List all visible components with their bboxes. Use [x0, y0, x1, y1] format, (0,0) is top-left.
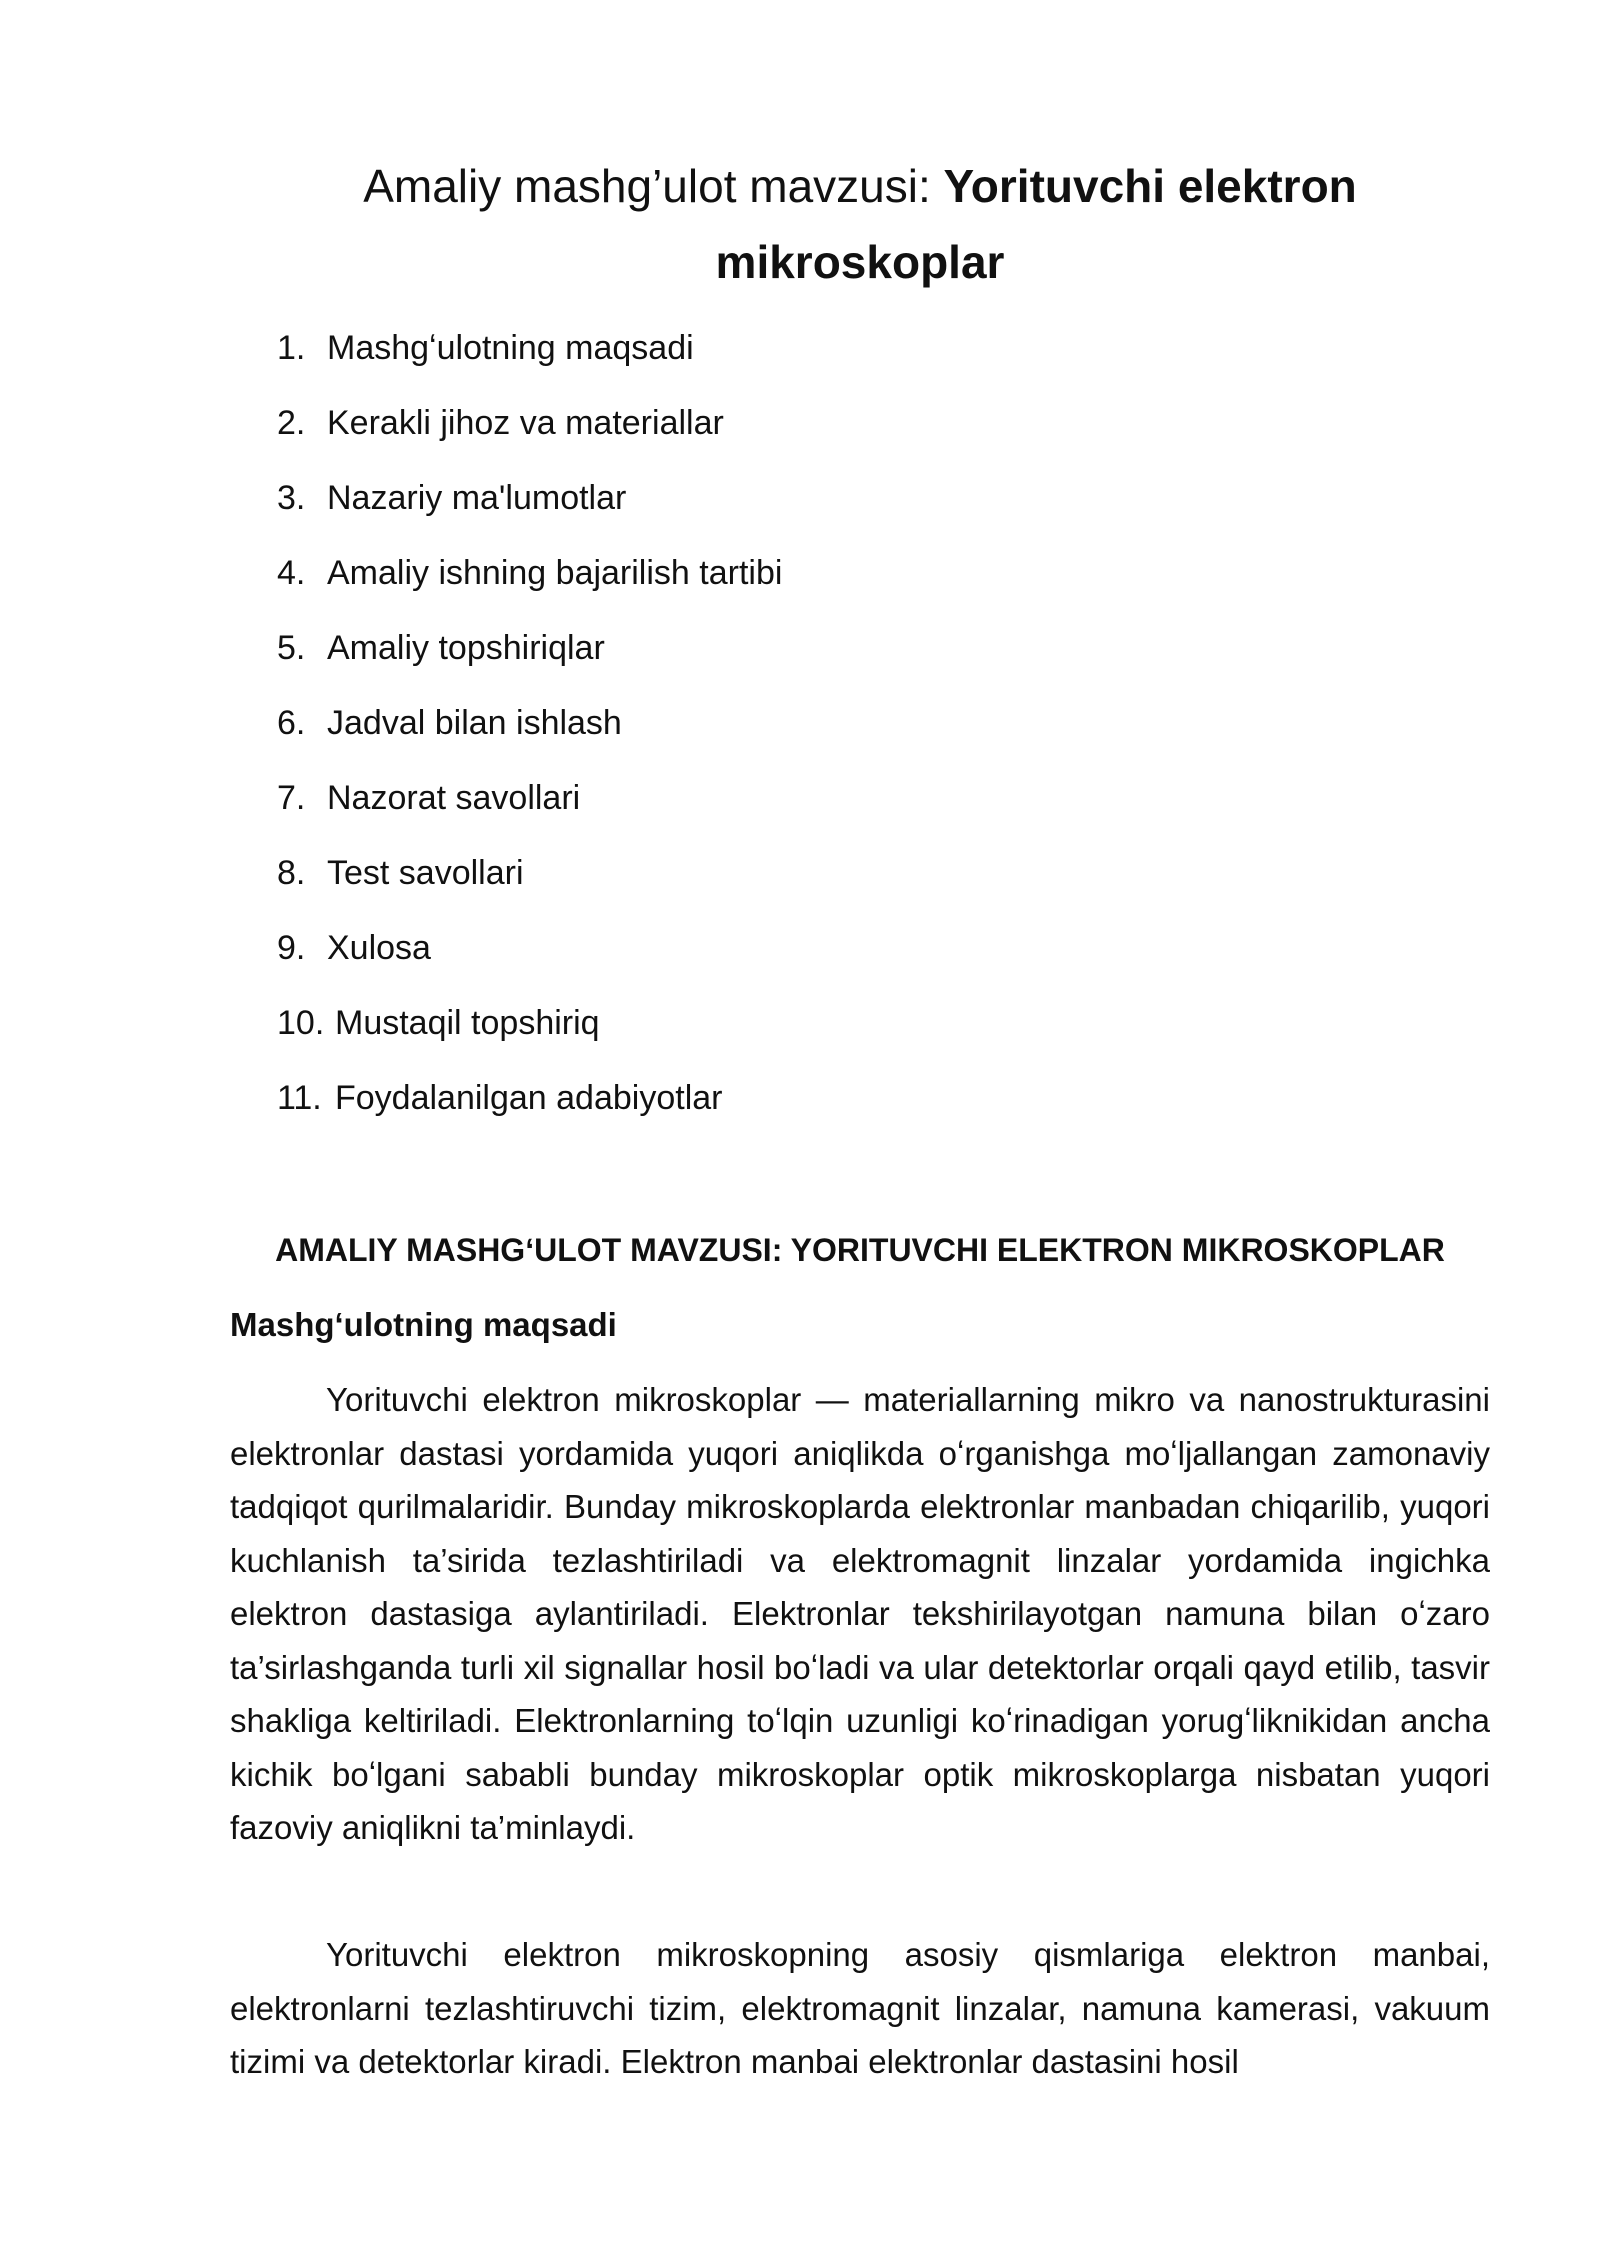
page-title: [230, 148, 1490, 300]
table-of-contents: [277, 323, 782, 1148]
toc-item-label: Jadval bilan ishlash: [327, 704, 622, 742]
toc-item: [277, 548, 782, 623]
title-prefix: Amaliy mashg’ulot mavzusi:: [363, 160, 944, 212]
toc-item: [277, 1073, 782, 1148]
body-paragraph: Yorituvchi elektron mikroskoplar — materiallarning mikro va nanostrukturasini elektronlar dastasi yordamida yuqori aniqlikda oʻrganishga moʻljallangan zamonaviy tadqiqot qurilmalaridir. Bunday mikroskoplarda elektronlar manbadan chiqarilib, yuqori kuchlanish ta’sirida tezlashtiriladi va elektromagnit linzalar yordamida ingichka elektron dastasiga aylantiriladi. Elektronlar tekshirilayotgan namuna bilan oʻzaro ta’sirlashganda turli xil signallar hosil boʻladi va ular detektorlar orqali qayd etilib, tasvir shakliga keltiriladi. Elektronlarning toʻlqin uzunligi koʻrinadigan yorugʻliknikidan ancha kichik boʻlgani sababli bunday mikroskoplar optik mikroskoplarga nisbatan yuqori fazoviy aniqlikni ta’minlaydi.: [230, 1381, 1490, 1846]
title-topic: Yorituvchi elektron mikroskoplar: [715, 160, 1357, 288]
toc-item-number: 11.: [277, 1079, 322, 1117]
toc-item-label: Xulosa: [327, 929, 431, 967]
toc-item-label: Mustaqil topshiriq: [335, 1004, 600, 1042]
toc-item-label: Nazorat savollari: [327, 779, 581, 817]
body-paragraph: Yorituvchi elektron mikroskopning asosiy qismlariga elektron manbai, elektronlarni tezlashtiruvchi tizim, elektromagnit linzalar, namuna kamerasi, vakuum tizimi va detektorlar kiradi. Elektron manbai elektronlar dastasini hosil: [230, 1936, 1490, 2080]
toc-item-label: Test savollari: [327, 854, 524, 892]
toc-item-number: 6.: [277, 704, 306, 742]
toc-item: [277, 623, 782, 698]
toc-item: [277, 473, 782, 548]
toc-item: [277, 998, 782, 1073]
toc-item-label: Foydalanilgan adabiyotlar: [335, 1079, 723, 1117]
toc-item: [277, 848, 782, 923]
toc-item-label: Amaliy topshiriqlar: [327, 629, 605, 667]
toc-item-number: 10.: [277, 1004, 325, 1042]
toc-item-number: 3.: [277, 479, 306, 517]
toc-item-label: Kerakli jihoz va materiallar: [327, 404, 724, 442]
toc-item: [277, 698, 782, 773]
toc-item: [277, 773, 782, 848]
section-heading: AMALIY MASHGʻULOT MAVZUSI: YORITUVCHI ELEKTRON MIKROSKOPLAR: [275, 1232, 1445, 1268]
toc-item: [277, 923, 782, 998]
toc-item-label: Nazariy ma'lumotlar: [327, 479, 627, 517]
toc-item: [277, 398, 782, 473]
toc-item-number: 9.: [277, 929, 306, 967]
subsection-heading: Mashgʻulotning maqsadi: [230, 1306, 617, 1343]
toc-item-number: 8.: [277, 854, 306, 892]
toc-item-number: 1.: [277, 329, 306, 367]
toc-item-number: 5.: [277, 629, 306, 667]
toc-item-label: Mashgʻulotning maqsadi: [327, 329, 694, 367]
toc-item-number: 2.: [277, 404, 306, 442]
toc-item-number: 4.: [277, 554, 306, 592]
toc-item-number: 7.: [277, 779, 306, 817]
toc-item: [277, 323, 782, 398]
toc-item-label: Amaliy ishning bajarilish tartibi: [327, 554, 783, 592]
